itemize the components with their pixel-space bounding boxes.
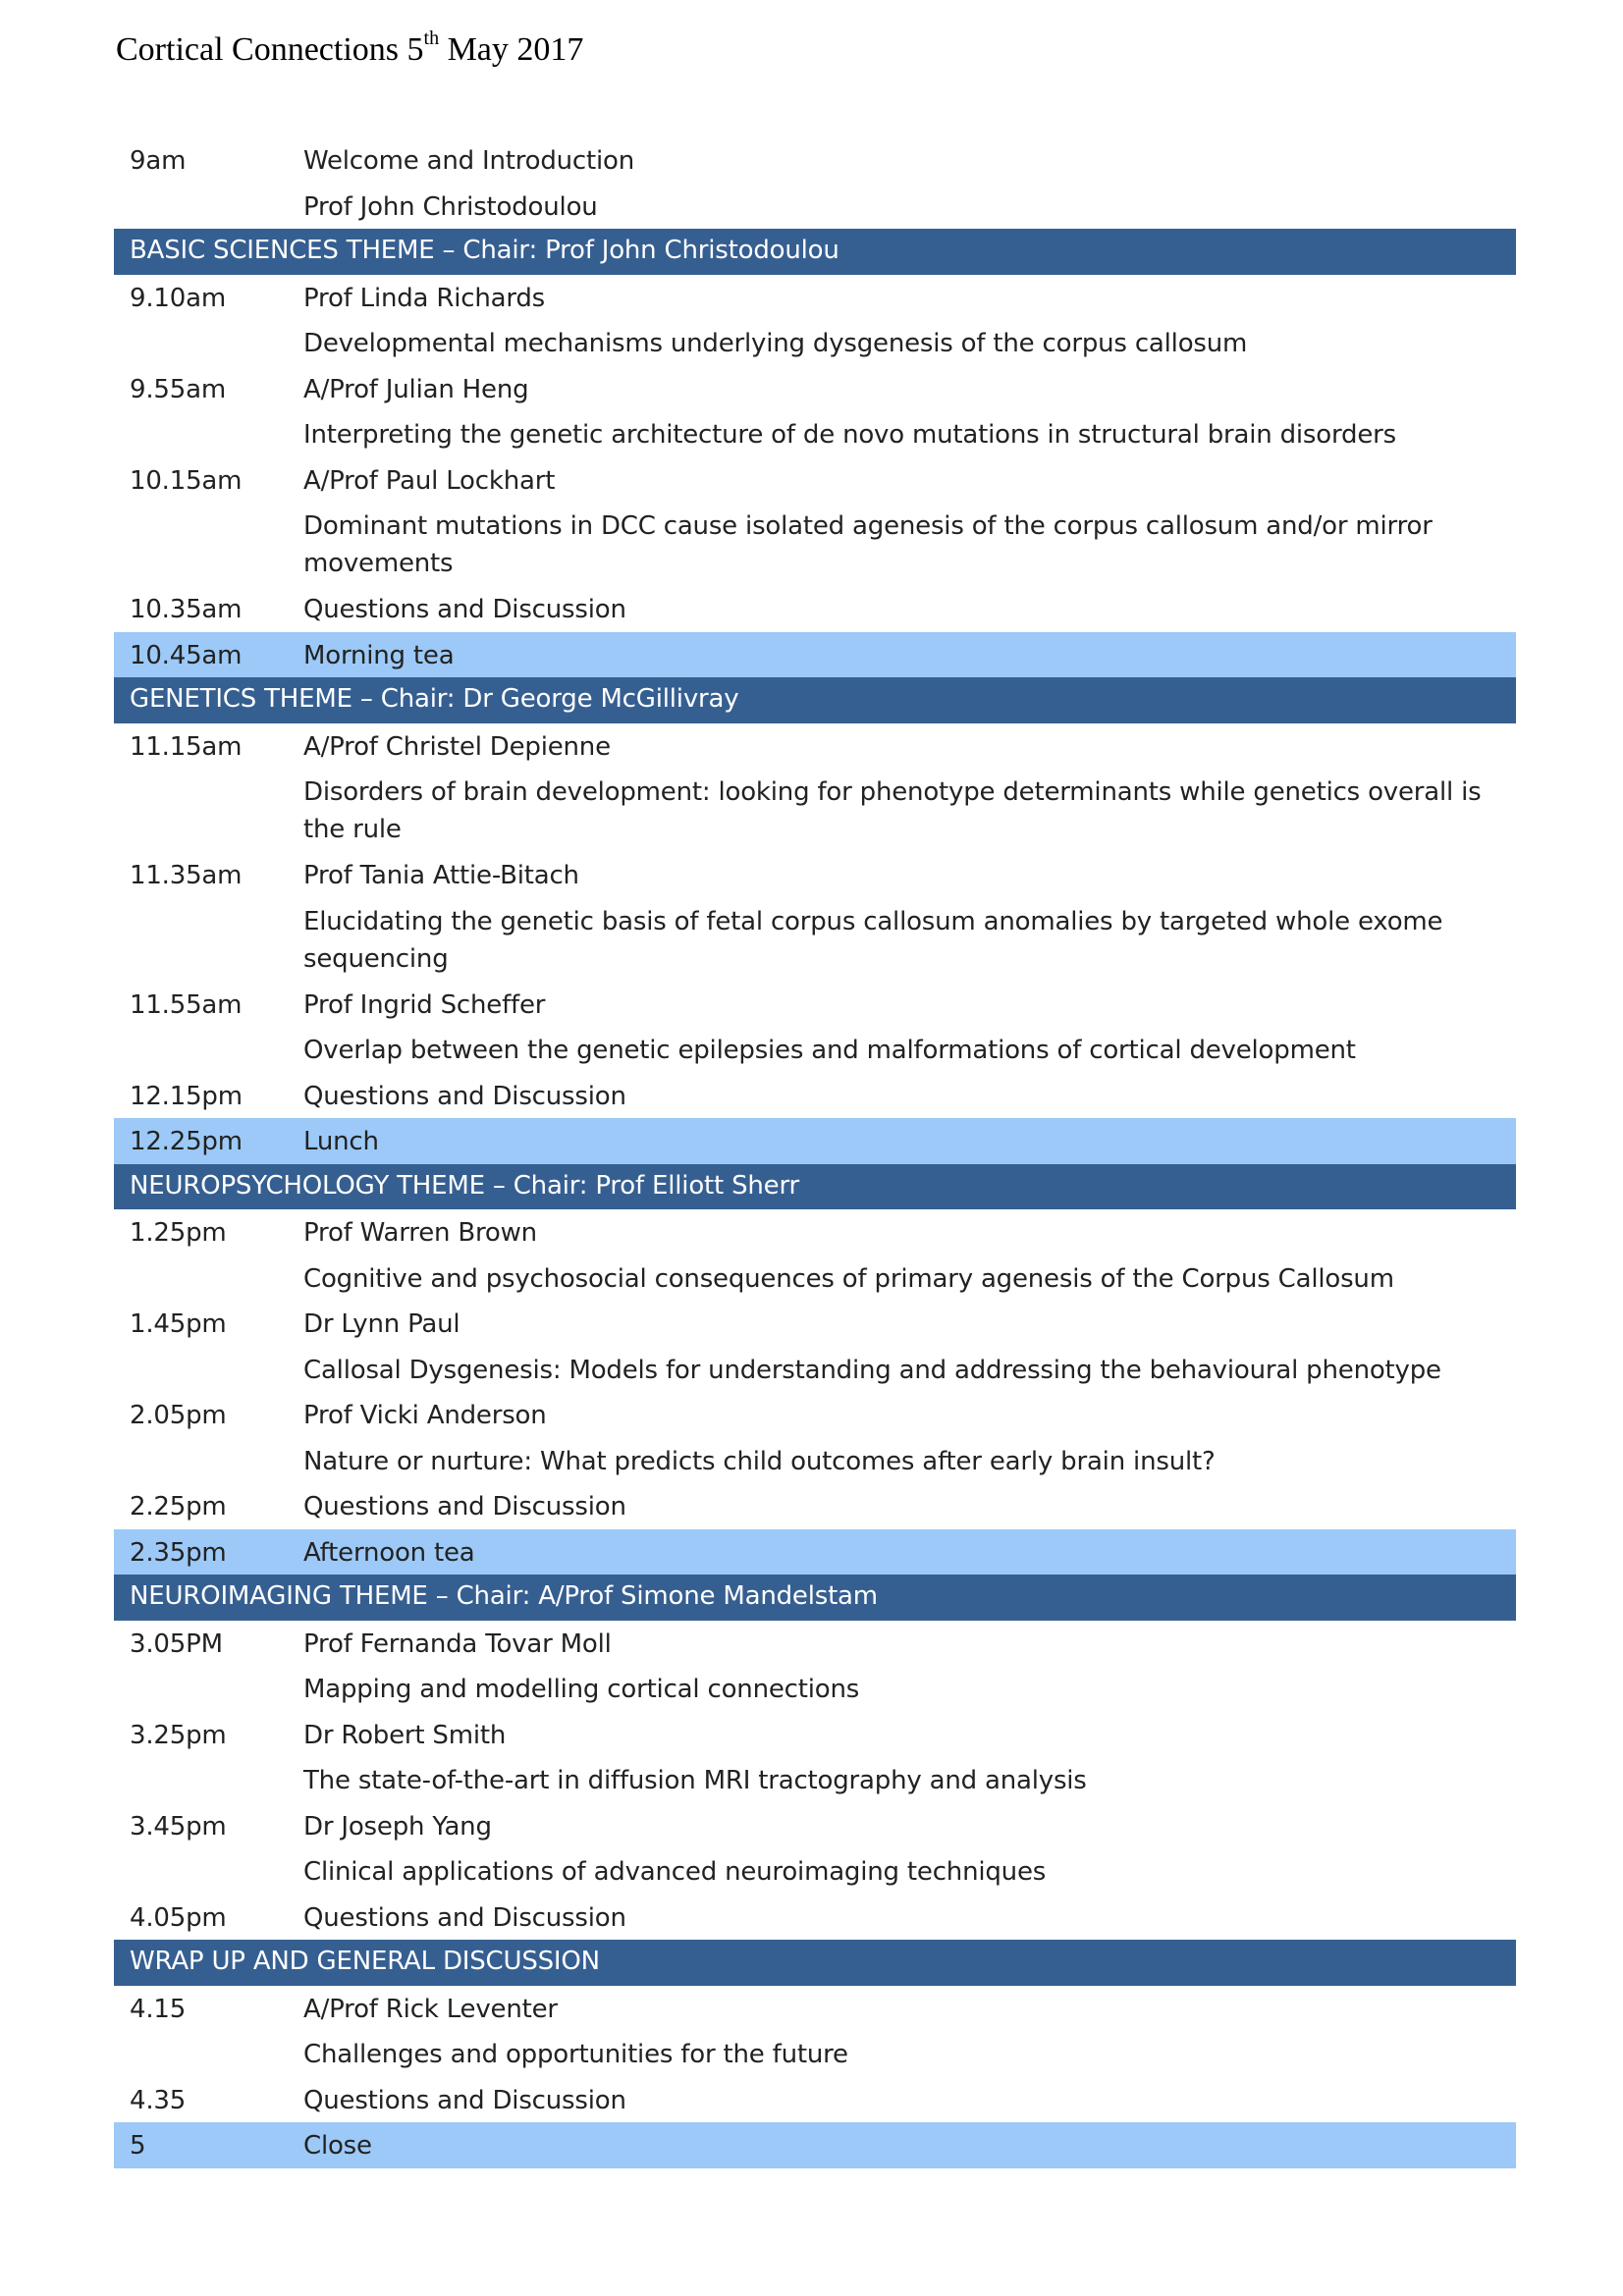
agenda-row [114,503,1516,586]
session-description: Overlap between the genetic epilepsies and malformations of cortical development [303,1036,1356,1065]
session-time: 5 [130,2131,146,2161]
agenda-row [114,1347,1516,1393]
session-description: Afternoon tea [303,1537,475,1568]
agenda-row [114,1895,1516,1941]
session-time [114,1666,303,1712]
session-time: 11.15am [130,731,243,762]
session-description: Challenges and opportunities for the future [303,2040,848,2069]
title-main: Cortical Connections 5 [116,31,424,68]
agenda-row [114,275,1516,321]
session-time: 10.15am [130,465,243,496]
agenda-row [114,1301,1516,1347]
session-description: Cognitive and psychosocial consequences of primary agenesis of the Corpus Callosum [303,1263,1394,1294]
theme-header: BASIC SCIENCES THEME – Chair: Prof John Christodoulou [114,229,1516,275]
session-description: A/Prof Rick Leventer [303,1994,558,2024]
session-description: Lunch [303,1127,379,1156]
session-description: Clinical applications of advanced neuroimaging techniques [303,1857,1047,1887]
page-title [116,27,584,69]
session-time [114,411,303,457]
agenda-row [114,982,1516,1028]
agenda-row [114,1483,1516,1529]
session-time [114,184,303,230]
session-description: Disorders of brain development: looking for phenotype determinants while genetics overall is the rule [303,777,1482,844]
session-time: 4.35 [130,2085,187,2115]
session-description: Morning tea [303,640,455,670]
session-time [114,1255,303,1302]
agenda-row [114,1073,1516,1119]
agenda-row [114,1986,1516,2032]
title-rest: May 2017 [439,31,584,68]
agenda-row [114,852,1516,898]
session-description: Dr Lynn Paul [303,1309,460,1339]
session-time: 10.45am [130,640,243,670]
agenda-row [114,1255,1516,1302]
session-time: 3.25pm [130,1720,227,1750]
break-row [114,1118,1516,1164]
session-description: A/Prof Christel Depienne [303,731,611,762]
session-description: Questions and Discussion [303,2085,626,2115]
agenda-row [114,411,1516,457]
session-description: Elucidating the genetic basis of fetal corpus callosum anomalies by targeted whole exome sequencing [303,906,1443,974]
session-description: A/Prof Paul Lockhart [303,465,556,496]
session-description: Prof Warren Brown [303,1218,537,1248]
session-time: 2.05pm [130,1401,227,1430]
title-superscript: th [423,27,440,49]
session-description: Dr Joseph Yang [303,1811,492,1842]
session-description: Questions and Discussion [303,1081,626,1111]
session-time [114,1347,303,1393]
agenda-row [114,320,1516,366]
session-description: Prof Fernanda Tovar Moll [303,1629,612,1659]
agenda-table [114,137,1516,2168]
session-time: 10.35am [130,595,243,624]
session-time: 9.55am [130,374,226,404]
theme-header: WRAP UP AND GENERAL DISCUSSION [114,1940,1516,1986]
session-time: 4.15 [130,1994,187,2024]
session-time: 2.35pm [130,1537,227,1568]
session-time [114,1848,303,1895]
session-description: Callosal Dysgenesis: Models for understanding and addressing the behavioural phenotype [303,1355,1441,1385]
session-time: 11.55am [130,989,243,1020]
session-time: 11.35am [130,861,243,890]
session-time: 12.25pm [130,1127,243,1156]
session-time [114,320,303,366]
session-description: Questions and Discussion [303,1902,626,1933]
session-time: 2.25pm [130,1492,227,1522]
session-time: 9.10am [130,283,226,313]
session-time: 1.25pm [130,1218,227,1248]
agenda-row [114,1438,1516,1484]
session-description: Developmental mechanisms underlying dysgenesis of the corpus callosum [303,329,1248,358]
session-description: A/Prof Julian Heng [303,374,529,404]
session-description: Prof Tania Attie-Bitach [303,861,579,890]
session-description: Mapping and modelling cortical connections [303,1675,860,1704]
agenda-row [114,366,1516,412]
break-row [114,1529,1516,1575]
session-time [114,1438,303,1484]
session-description: Interpreting the genetic architecture of de novo mutations in structural brain disorders [303,420,1396,450]
session-time [114,1027,303,1073]
session-time [114,769,303,852]
agenda-row [114,1209,1516,1255]
agenda-row [114,723,1516,770]
session-time: 12.15pm [130,1081,243,1111]
session-description: Close [303,2131,372,2161]
agenda-row [114,1757,1516,1803]
session-description: Prof Linda Richards [303,283,546,313]
session-description: Dominant mutations in DCC cause isolated agenesis of the corpus callosum and/or mirror movements [303,511,1433,578]
agenda-row [114,2077,1516,2123]
session-description: Prof Ingrid Scheffer [303,989,546,1020]
session-time: 4.05pm [130,1902,227,1933]
session-description: The state-of-the-art in diffusion MRI tractography and analysis [303,1766,1087,1795]
agenda-row [114,586,1516,632]
agenda-row [114,1803,1516,1849]
session-description: Questions and Discussion [303,595,626,624]
agenda-row [114,1712,1516,1758]
agenda-row [114,1392,1516,1438]
break-row [114,632,1516,678]
agenda-row [114,1621,1516,1667]
session-time [114,898,303,982]
session-description: Nature or nurture: What predicts child outcomes after early brain insult? [303,1446,1216,1476]
session-time: 3.45pm [130,1811,227,1842]
session-time: 1.45pm [130,1309,227,1339]
agenda-row [114,769,1516,852]
agenda-row [114,457,1516,504]
agenda-row [114,1848,1516,1895]
agenda-row [114,1027,1516,1073]
theme-header: GENETICS THEME – Chair: Dr George McGillivray [114,677,1516,723]
theme-header: NEUROPSYCHOLOGY THEME – Chair: Prof Elliott Sherr [114,1164,1516,1210]
agenda-row [114,137,1516,184]
session-time [114,503,303,586]
session-description: Prof Vicki Anderson [303,1401,547,1430]
session-description: Welcome and Introduction [303,146,635,176]
agenda-row [114,1666,1516,1712]
session-time [114,1757,303,1803]
session-time: 3.05PM [130,1629,223,1659]
session-time: 9am [130,146,187,176]
agenda-row [114,2031,1516,2077]
session-description: Dr Robert Smith [303,1720,507,1750]
session-time [114,2031,303,2077]
session-description: Prof John Christodoulou [303,191,598,222]
agenda-row [114,898,1516,982]
agenda-row [114,184,1516,230]
theme-header: NEUROIMAGING THEME – Chair: A/Prof Simone Mandelstam [114,1575,1516,1621]
break-row [114,2122,1516,2168]
session-description: Questions and Discussion [303,1492,626,1522]
